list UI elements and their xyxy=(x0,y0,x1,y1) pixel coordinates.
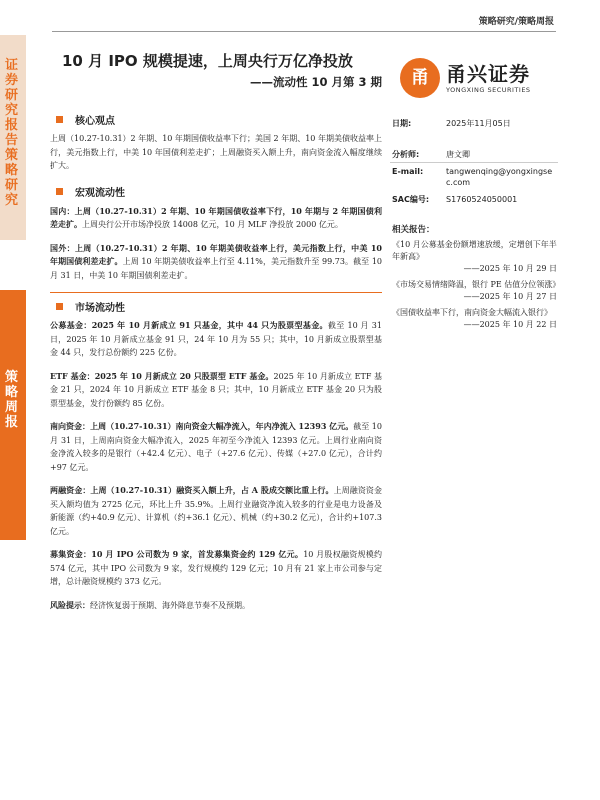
email-key: E-mail: xyxy=(392,167,424,176)
risk-body: 经济恢复弱于预期、海外降息节奏不及预期。 xyxy=(90,600,250,610)
logo-name-cn: 甬兴证券 xyxy=(446,62,530,86)
related-report-title[interactable]: 《市场交易情绪降温，银行 PE 估值分位领涨》 xyxy=(392,280,561,289)
report-subtitle: ——流动性 10 月第 3 期 xyxy=(250,75,383,89)
macro-domestic-lead: 国内：上周（10.27-10.31）2 年期、10 年期国债收益率下行，10 年期与 2 年期国债利差走扩。 xyxy=(50,205,382,229)
market-margin-paragraph xyxy=(50,484,382,538)
related-report-item[interactable] xyxy=(392,279,561,303)
date-value: 2025年11月05日 xyxy=(446,119,511,128)
section-core-header xyxy=(50,110,382,128)
market-southbound-body: 截至 10 月 31 日，上周南向资金大幅净流入，2025 年初至今净流入 12393 亿元。上周行业南向资金净流入较多的是银行（+42.4 亿元）、电子（+27.6 亿元）、传媒（+27.0 亿元），合计约+97 亿元。 xyxy=(50,422,382,472)
related-report-item[interactable] xyxy=(392,307,557,331)
analyst-value: 唐文卿 xyxy=(446,150,470,159)
related-report-title[interactable]: 《10 月公募基金份额增速放缓，定增创下年半年新高》 xyxy=(392,240,557,261)
main-content xyxy=(50,110,382,622)
section-core-title: 核心观点 xyxy=(75,115,115,127)
market-ipo-lead: 募集资金：10 月 IPO 公司数为 9 家，首发募集资金约 129 亿元。 xyxy=(50,549,304,559)
section-macro-header xyxy=(50,183,382,201)
analyst-key: 分析师: xyxy=(392,150,420,159)
sidebar-text-top: 证券研究报告 策略研究 xyxy=(5,58,19,208)
sidebar-text-mid: 策略周报 xyxy=(5,370,19,430)
related-report-date: ——2025 年 10 月 29 日 xyxy=(463,264,557,273)
related-reports-title: 相关报告： xyxy=(392,225,435,235)
market-margin-lead: 两融资金：上周（10.27-10.31）融资买入额上升，占 A 股成交额比重上行。 xyxy=(50,485,334,495)
macro-foreign-body: 上周 10 年期美债收益率上行至 4.11%，美元指数升至 99.73。截至 10 月 31 日，中美 10 年期国债利差走扩。 xyxy=(50,257,383,280)
core-paragraph: 上周（10.27-10.31）2 年期、10 年期国债收益率下行；美国 2 年期、10 年期美债收益率上行，美元指数上行，中美 10 年国债利差走扩；上周融资买入额上升，南向资金流入幅度继续扩大。 xyxy=(50,134,382,170)
section-market-title: 市场流动性 xyxy=(75,302,125,314)
report-type-label: 策略研究/策略周报 xyxy=(478,17,554,27)
market-fund-lead: 公募基金：2025 年 10 月新成立 91 只基金，其中 44 只为股票型基金。 xyxy=(50,320,328,330)
market-fund-body: 截至 10 月 31 日，2025 年 10 月新成立基金 91 只，24 年 10 月为 55 只；其中，10 月新成立股票型基金 44 只，发行总份额约 225 亿份。 xyxy=(50,321,382,357)
section-divider xyxy=(50,292,382,293)
market-etf-lead: ETF 基金：2025 年 10 月新成立 20 只股票型 ETF 基金。 xyxy=(50,370,274,381)
sac-value: S1760524050001 xyxy=(446,195,518,204)
market-ipo-paragraph xyxy=(50,548,382,589)
related-report-date: ——2025 年 10 月 22 日 xyxy=(463,320,557,329)
bullet-square-icon xyxy=(56,188,63,195)
bullet-square-icon xyxy=(56,303,63,310)
macro-foreign-lead: 国外：上周（10.27-10.31）2 年期、10 年期美债收益率上行，美元指数上行，中美 10 年期国债利差走扩。 xyxy=(50,242,382,266)
company-logo xyxy=(400,56,550,100)
market-fund-paragraph xyxy=(50,319,382,360)
market-margin-body: 上周融资资金买入额均值为 2725 亿元，环比上升 35.9%。上周行业融资净流入较多的行业是电力设备及新能源（约+40.9 亿元）、计算机（约+36.1 亿元）、机械（约+30.2 亿元），合计约+107.3 亿元。 xyxy=(50,486,382,536)
market-southbound-lead: 南向资金：上周（10.27-10.31）南向资金大幅净流入，年内净流入 12393 亿元。 xyxy=(50,421,354,431)
analyst-row xyxy=(392,149,557,160)
logo-mark-icon xyxy=(400,58,440,98)
logo-mark-glyph: 甬 xyxy=(411,67,429,88)
section-macro-title: 宏观流动性 xyxy=(75,188,125,199)
header-divider xyxy=(52,31,556,32)
related-report-item[interactable] xyxy=(392,239,557,275)
info-panel xyxy=(392,118,561,335)
market-etf-paragraph xyxy=(50,370,382,411)
email-value[interactable]: tangwenqing@yongxingsec.com xyxy=(446,167,553,187)
related-report-title[interactable]: 《国债收益率下行，南向资金大幅流入银行》 xyxy=(392,308,552,317)
logo-name-en: YONGXING SECURITIES xyxy=(446,86,531,94)
sac-row xyxy=(392,194,557,205)
report-title: 10 月 IPO 规模提速，上周央行万亿净投放 xyxy=(62,52,353,70)
related-report-date: ——2025 年 10 月 27 日 xyxy=(463,292,557,301)
section-market-header xyxy=(50,297,382,315)
risk-paragraph xyxy=(50,599,382,613)
market-etf-body: 2025 年 10 月新成立 ETF 基金 21 只，2024 年 10 月新成立 ETF 基金 8 只；其中，10 月新成立 ETF 基金 20 只为股票型基金，发行份额约 85 亿份。 xyxy=(50,371,382,408)
macro-domestic-paragraph xyxy=(50,205,382,232)
macro-foreign-paragraph xyxy=(50,242,382,283)
macro-domestic-body: 上周央行公开市场净投放 14008 亿元，10 月 MLF 净投放 2000 亿元。 xyxy=(82,220,343,229)
market-southbound-paragraph xyxy=(50,420,382,474)
date-key: 日期: xyxy=(392,119,412,128)
market-ipo-body: 10 月股权融资规模约 574 亿元，其中 IPO 公司数为 9 家，发行规模约 129 亿元；10 月有 21 家上市公司参与定增，总计融资规模约 373 亿元。 xyxy=(50,550,382,586)
risk-lead: 风险提示： xyxy=(50,599,90,610)
bullet-square-icon xyxy=(56,116,63,123)
date-row xyxy=(392,118,557,129)
email-row xyxy=(392,166,557,188)
sac-key: SAC编号: xyxy=(392,195,430,204)
